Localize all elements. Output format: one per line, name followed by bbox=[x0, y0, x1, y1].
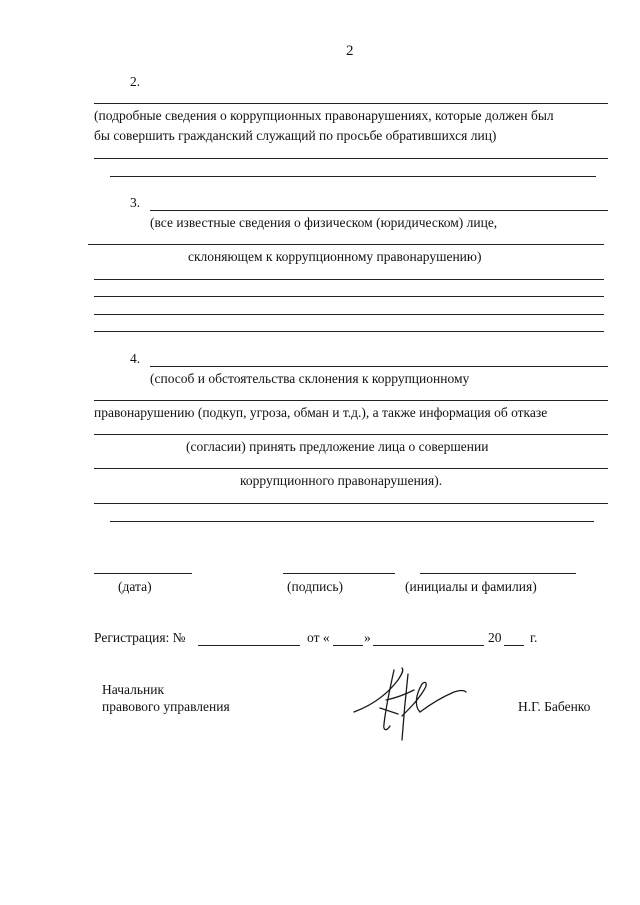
fill-line[interactable] bbox=[150, 210, 608, 211]
registration-year-prefix: 20 bbox=[488, 630, 502, 645]
item-3-hint-line2: склоняющем к коррупционному правонарушению) bbox=[188, 249, 482, 264]
fill-line[interactable] bbox=[94, 279, 604, 280]
date-label: (дата) bbox=[118, 579, 152, 594]
fill-line[interactable] bbox=[94, 103, 608, 104]
registration-from: от « bbox=[307, 630, 330, 645]
item-2-number: 2. bbox=[130, 74, 141, 89]
registration-label: Регистрация: № bbox=[94, 630, 186, 645]
fill-line[interactable] bbox=[94, 468, 608, 469]
date-line[interactable] bbox=[94, 573, 192, 574]
item-4-hint-line3: (согласии) принять предложение лица о совершении bbox=[186, 439, 489, 454]
item-3-number: 3. bbox=[130, 195, 141, 210]
signature-line[interactable] bbox=[283, 573, 395, 574]
item-3-hint-line1: (все известные сведения о физическом (юридическом) лице, bbox=[150, 215, 498, 230]
registration-close-quote: » bbox=[364, 630, 371, 645]
position-line1: Начальник bbox=[102, 682, 165, 697]
signer-name: Н.Г. Бабенко bbox=[518, 699, 591, 714]
position-line2: правового управления bbox=[102, 699, 230, 714]
registration-number-line[interactable] bbox=[198, 645, 300, 646]
registration-day-line[interactable] bbox=[333, 645, 363, 646]
name-label: (инициалы и фамилия) bbox=[405, 579, 537, 594]
item-2-hint-line1: (подробные сведения о коррупционных правонарушениях, которые должен был bbox=[94, 108, 554, 123]
item-4-hint-line4: коррупционного правонарушения). bbox=[240, 473, 443, 488]
item-4-number: 4. bbox=[130, 351, 141, 366]
fill-line[interactable] bbox=[94, 331, 604, 332]
registration-year-suffix: г. bbox=[530, 630, 538, 645]
fill-line[interactable] bbox=[150, 366, 608, 367]
fill-line[interactable] bbox=[94, 314, 604, 315]
fill-line[interactable] bbox=[94, 400, 608, 401]
item-4-hint-line1: (способ и обстоятельства склонения к коррупционному bbox=[150, 371, 470, 386]
registration-month-line[interactable] bbox=[373, 645, 484, 646]
fill-line[interactable] bbox=[94, 296, 604, 297]
fill-line[interactable] bbox=[94, 503, 608, 504]
registration-year-line[interactable] bbox=[504, 645, 524, 646]
fill-line[interactable] bbox=[110, 521, 594, 522]
name-line[interactable] bbox=[420, 573, 576, 574]
fill-line[interactable] bbox=[94, 434, 608, 435]
signature-label: (подпись) bbox=[287, 579, 344, 594]
item-4-hint-line2: правонарушению (подкуп, угроза, обман и т.д.), а также информация об отказе bbox=[94, 405, 548, 420]
fill-line[interactable] bbox=[88, 244, 604, 245]
page-number: 2 bbox=[346, 43, 354, 59]
fill-line[interactable] bbox=[94, 158, 608, 159]
handwritten-signature bbox=[350, 660, 470, 745]
fill-line[interactable] bbox=[110, 176, 596, 177]
item-2-hint-line2: бы совершить гражданский служащий по просьбе обратившихся лиц) bbox=[94, 128, 497, 143]
